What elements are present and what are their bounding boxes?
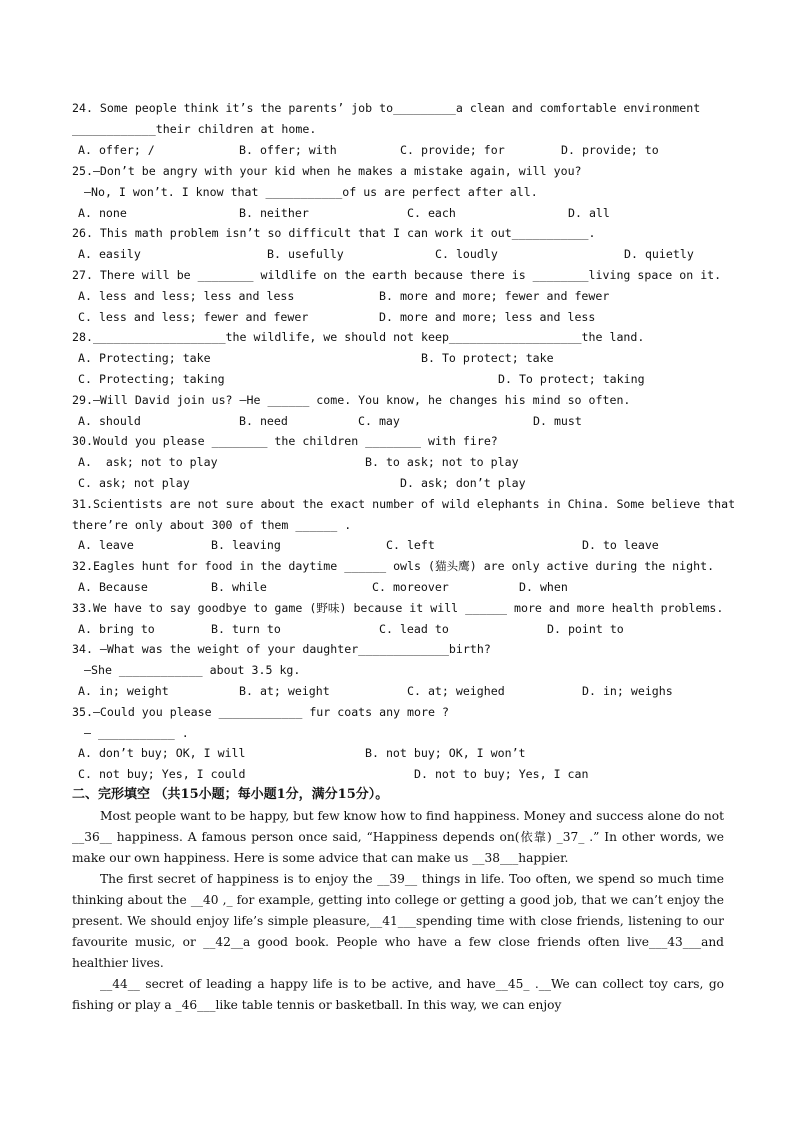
q30-option-b[interactable]: B. to ask; not to play: [365, 455, 519, 469]
question-35-line-1: 35.—Could you please ____________ fur coats any more ?: [72, 705, 449, 719]
question-25-line-2: —No, I won’t. I know that ___________of us are perfect after all.: [84, 185, 538, 199]
q31-option-d[interactable]: D. to leave: [582, 538, 659, 552]
q27-option-c[interactable]: C. less and less; fewer and fewer: [78, 310, 309, 324]
q28-option-d[interactable]: D. To protect; taking: [498, 372, 645, 386]
question-35-line-2: — ___________ .: [84, 726, 189, 740]
q35-option-a[interactable]: A. don’t buy; OK, I will: [78, 746, 246, 760]
question-28-line-1: 28.___________________the wildlife, we should not keep___________________the land.: [72, 330, 645, 344]
paragraph-1: Most people want to be happy, but few know how to find happiness. Money and success alone do not __36__ happiness. A famous person once said, “Happiness depends on(依靠) _37_ .” In other words, we make our own happiness. Here is some advice that can make us __38___happier.: [72, 809, 724, 865]
q25-option-a[interactable]: A. none: [78, 206, 127, 220]
q26-option-d[interactable]: D. quietly: [624, 247, 694, 261]
q34-option-a[interactable]: A. in; weight: [78, 684, 169, 698]
question-30-line-1: 30.Would you please ________ the children ________ with fire?: [72, 434, 498, 448]
q29-option-a[interactable]: A. should: [78, 414, 141, 428]
q30-option-a[interactable]: A. ask; not to play: [78, 455, 218, 469]
question-27-line-1: 27. There will be ________ wildlife on the earth because there is ________living space on it.: [72, 268, 722, 282]
q32-option-a[interactable]: A. Because: [78, 580, 148, 594]
q28-option-c[interactable]: C. Protecting; taking: [78, 372, 225, 386]
q28-option-b[interactable]: B. To protect; take: [421, 351, 554, 365]
q32-option-c[interactable]: C. moreover: [372, 580, 449, 594]
q34-option-d[interactable]: D. in; weighs: [582, 684, 673, 698]
q27-option-b[interactable]: B. more and more; fewer and fewer: [379, 289, 610, 303]
question-33-line-1: 33.We have to say goodbye to game (野味) because it will ______ more and more health problems.: [72, 601, 724, 615]
question-31-line-1: 31.Scientists are not sure about the exact number of wild elephants in China. Some believe that: [72, 497, 736, 511]
q32-option-d[interactable]: D. when: [519, 580, 568, 594]
question-31-line-2: there’re only about 300 of them ______ .: [72, 518, 352, 532]
q26-option-b[interactable]: B. usefully: [267, 247, 344, 261]
question-25-line-1: 25.—Don’t be angry with your kid when he makes a mistake again, will you?: [72, 164, 582, 178]
q25-option-d[interactable]: D. all: [568, 206, 610, 220]
q33-option-d[interactable]: D. point to: [547, 622, 624, 636]
q24-option-d[interactable]: D. provide; to: [561, 143, 659, 157]
q34-option-b[interactable]: B. at; weight: [239, 684, 330, 698]
q27-option-d[interactable]: D. more and more; less and less: [379, 310, 596, 324]
section-heading: 二、完形填空 （共15小题；每小题1分，满分15分）。: [72, 787, 389, 802]
q29-option-d[interactable]: D. must: [533, 414, 582, 428]
q35-option-b[interactable]: B. not buy; OK, I won’t: [365, 746, 526, 760]
paragraph-3: __44__ secret of leading a happy life is to be active, and have__45_ .__We can collect toy cars, go fishing or play a _46___like table tennis or basketball. In this way, we can enjoy: [72, 977, 724, 1012]
q24-option-c[interactable]: C. provide; for: [400, 143, 505, 157]
q34-option-c[interactable]: C. at; weighed: [407, 684, 505, 698]
q30-option-d[interactable]: D. ask; don’t play: [400, 476, 526, 490]
question-32-line-1: 32.Eagles hunt for food in the daytime ______ owls (猫头鹰) are only active during the night.: [72, 559, 715, 573]
q33-option-c[interactable]: C. lead to: [379, 622, 449, 636]
q29-option-c[interactable]: C. may: [358, 414, 400, 428]
q31-option-a[interactable]: A. leave: [78, 538, 134, 552]
cloze-passage: [72, 806, 724, 1016]
question-24-line-2: ____________their children at home.: [72, 122, 317, 136]
question-29-line-1: 29.—Will David join us? —He ______ come. You know, he changes his mind so often.: [72, 393, 631, 407]
q30-option-c[interactable]: C. ask; not play: [78, 476, 190, 490]
q26-option-c[interactable]: C. loudly: [435, 247, 498, 261]
q27-option-a[interactable]: A. less and less; less and less: [78, 289, 295, 303]
q24-option-b[interactable]: B. offer; with: [239, 143, 337, 157]
q31-option-b[interactable]: B. leaving: [211, 538, 281, 552]
q25-option-c[interactable]: C. each: [407, 206, 456, 220]
question-34-line-2: —She ____________ about 3.5 kg.: [84, 663, 301, 677]
q35-option-c[interactable]: C. not buy; Yes, I could: [78, 767, 246, 781]
question-24-line-1: 24. Some people think it’s the parents’ job to_________a clean and comfortable environment: [72, 101, 701, 115]
q29-option-b[interactable]: B. need: [239, 414, 288, 428]
paragraph-2: The first secret of happiness is to enjoy the __39__ things in life. Too often, we spend so much time thinking about the __40 ,_ for example, getting into college or getting a good job, that we can’t enjoy the present. We should enjoy life’s simple pleasure,__41___spending time with close friends, listening to our favourite music, or __42__a good book. People who have a few close friends often live___43___and healthier lives.: [72, 872, 724, 970]
question-34-line-1: 34. —What was the weight of your daughter_____________birth?: [72, 642, 491, 656]
q35-option-d[interactable]: D. not to buy; Yes, I can: [414, 767, 589, 781]
q33-option-a[interactable]: A. bring to: [78, 622, 155, 636]
question-26-line-1: 26. This math problem isn’t so difficult that I can work it out___________.: [72, 226, 596, 240]
q25-option-b[interactable]: B. neither: [239, 206, 309, 220]
q33-option-b[interactable]: B. turn to: [211, 622, 281, 636]
q26-option-a[interactable]: A. easily: [78, 247, 141, 261]
q32-option-b[interactable]: B. while: [211, 580, 267, 594]
q28-option-a[interactable]: A. Protecting; take: [78, 351, 211, 365]
q24-option-a[interactable]: A. offer; /: [78, 143, 155, 157]
q31-option-c[interactable]: C. left: [386, 538, 435, 552]
